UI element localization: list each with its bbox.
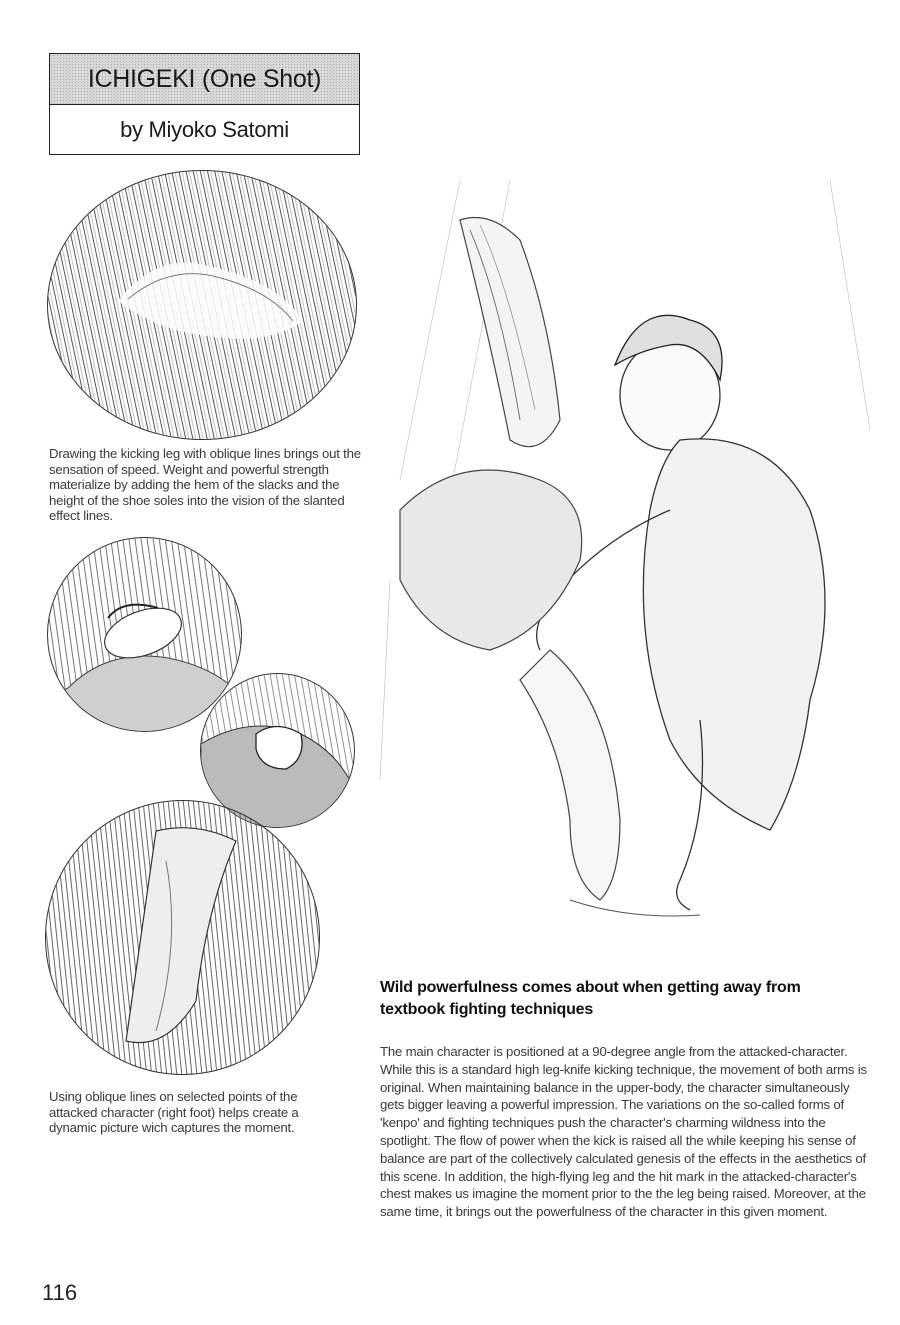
main-kick-illustration bbox=[370, 180, 880, 965]
article-body: The main character is positioned at a 90-degree angle from the attacked-character. While this is a standard high leg-knife kicking technique, the movement of both arms is original. When maintaining balance in the upper-body, the character simultaneously gets bigger leaving a powerful impression. The variations on the so-called forms of 'kenpo' and fighting techniques push the character's charming wildness into the spotlight. The flow of power when the kick is raised all the while keeping his sense of balance are part of the collectively calculated genesis of the effects in the aesthetics of this scene. In addition, the high-flying leg and the hit mark in the attacked-character's chest makes us imagine the moment prior to the the leg being raised. Moreover, at the same time, it brings out the powerfulness of the character in this given moment. bbox=[380, 1044, 867, 1220]
article-heading: Wild powerfulness comes about when getting away from textbook fighting techniques bbox=[380, 979, 801, 1018]
main-kick-sketch bbox=[370, 180, 880, 960]
kick-leg-sketch bbox=[48, 171, 357, 440]
attacked-head-closeup-illustration bbox=[47, 537, 242, 732]
kick-leg-closeup-illustration bbox=[47, 170, 357, 440]
page-number: 116 bbox=[42, 1280, 78, 1305]
foot-sketch bbox=[46, 801, 320, 1075]
oblique-lines-caption: Using oblique lines on selected points of the attacked character (right foot) helps create a dynamic picture wich captures the moment. bbox=[49, 1089, 299, 1135]
chest-hit-sketch bbox=[201, 674, 355, 828]
foot-oblique-lines-illustration bbox=[45, 800, 320, 1075]
chest-hit-closeup-illustration bbox=[200, 673, 355, 828]
kick-leg-caption: Drawing the kicking leg with oblique lines brings out the sensation of speed. Weight and powerful strength materialize by adding the hem of the slacks and the height of the shoe soles into the vision of the slanted effect lines. bbox=[49, 446, 361, 523]
page-title: ICHIGEKI (One Shot) bbox=[50, 54, 359, 105]
author-byline: by Miyoko Satomi bbox=[120, 117, 289, 142]
title-box bbox=[49, 53, 360, 155]
attacked-head-sketch bbox=[48, 538, 242, 732]
